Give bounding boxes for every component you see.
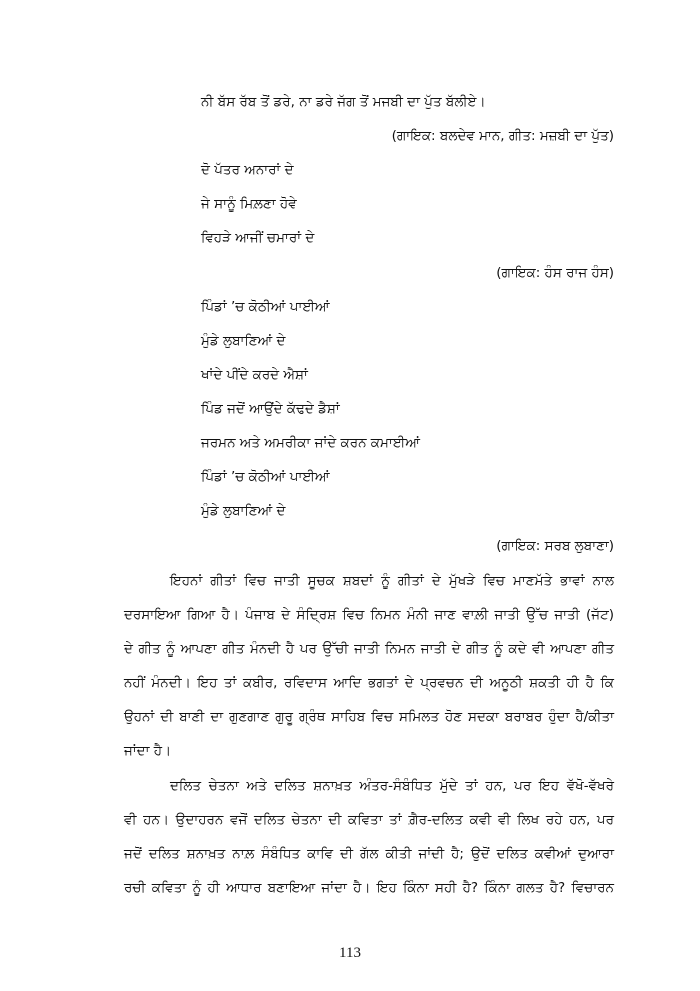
verse-line: ਪਿੰਡਾਂ ’ਚ ਕੋਠੀਆਂ ਪਾਈਆਂ xyxy=(201,469,330,485)
verse-credit: (ਗਾਇਕ: ਹੰਸ ਰਾਜ ਹੰਸ) xyxy=(496,265,614,281)
paragraph-line: ਦਰਸਾਇਆ ਗਿਆ ਹੈ। ਪੰਜਾਬ ਦੇ ਸੰਦ੍ਰਿਸ਼ ਵਿਚ ਨਿਮਨ ਮੰਨੀ ਜਾਣ ਵਾਲ਼ੀ ਜਾਤੀ ਉੱਚ ਜਾਤੀ (ਜੱਟ) xyxy=(124,607,614,623)
paragraph-line: ਰਚੀ ਕਵਿਤਾ ਨੂੰ ਹੀ ਆਧਾਰ ਬਣਾਇਆ ਜਾਂਦਾ ਹੈ। ਇਹ ਕਿੰਨਾ ਸਹੀ ਹੈ? ਕਿੰਨਾ ਗਲਤ ਹੈ? ਵਿਚਾਰਨ xyxy=(124,880,614,896)
page-number: 113 xyxy=(339,945,361,961)
verse-line: ਨੀ ਬੱਸ ਰੱਬ ਤੋਂ ਡਰੇ, ਨਾ ਡਰੇ ਜੱਗ ਤੋਂ ਮਜਬੀ ਦਾ ਪੁੱਤ ਬੱਲੀਏ। xyxy=(201,94,486,110)
paragraph-line: ਵੀ ਹਨ। ਉਦਾਹਰਨ ਵਜੋਂ ਦਲਿਤ ਚੇਤਨਾ ਦੀ ਕਵਿਤਾ ਤਾਂ ਗ਼ੈਰ-ਦਲਿਤ ਕਵੀ ਵੀ ਲਿਖ ਰਹੇ ਹਨ, ਪਰ xyxy=(124,812,614,828)
verse-line: ਪਿੰਡਾਂ ’ਚ ਕੋਠੀਆਂ ਪਾਈਆਂ xyxy=(201,299,330,315)
paragraph-line: ਉਹਨਾਂ ਦੀ ਬਾਣੀ ਦਾ ਗੁਣਗਾਣ ਗੁਰੂ ਗ੍ਰੰਥ ਸਾਹਿਬ ਵਿਚ ਸਮਿਲਤ ਹੋਣ ਸਦਕਾ ਬਰਾਬਰ ਹੁੰਦਾ ਹੈ/ਕੀਤਾ xyxy=(124,709,614,725)
verse-credit: (ਗਾਇਕ: ਸਰਬ ਲੁਬਾਣਾ) xyxy=(496,538,614,554)
verse-line: ਵਿਹੜੇ ਆਜੀਂ ਚਮਾਰਾਂ ਦੇ xyxy=(201,230,315,246)
paragraph-line: ਜਾਂਦਾ ਹੈ। xyxy=(124,743,172,759)
paragraph-line: ਦੇ ਗੀਤ ਨੂੰ ਆਪਣਾ ਗੀਤ ਮੰਨਦੀ ਹੈ ਪਰ ਉੱਚੀ ਜਾਤੀ ਨਿਮਨ ਜਾਤੀ ਦੇ ਗੀਤ ਨੂੰ ਕਦੇ ਵੀ ਆਪਣਾ ਗੀਤ xyxy=(124,641,614,657)
verse-line: ਮੁੰਡੇ ਲੁਬਾਣਿਆਂ ਦੇ xyxy=(201,503,286,519)
verse-line: ਪਿੰਡ ਜਦੋਂ ਆਉਂਦੇ ਕੱਢਦੇ ਡੈਸ਼ਾਂ xyxy=(201,401,340,417)
paragraph-line: ਦਲਿਤ ਚੇਤਨਾ ਅਤੇ ਦਲਿਤ ਸ਼ਨਾਖ਼ਤ ਅੰਤਰ-ਸੰਬੰਧਿਤ ਮੁੱਦੇ ਤਾਂ ਹਨ, ਪਰ ਇਹ ਵੱਖੋ-ਵੱਖਰੇ xyxy=(170,778,614,794)
verse-line: ਖਾਂਦੇ ਪੀਂਦੇ ਕਰਦੇ ਐਸ਼ਾਂ xyxy=(201,367,308,383)
verse-line: ਦੋ ਪੱਤਰ ਅਨਾਰਾਂ ਦੇ xyxy=(201,162,294,178)
paragraph-line: ਨਹੀਂ ਮੰਨਦੀ। ਇਹ ਤਾਂ ਕਬੀਰ, ਰਵਿਦਾਸ ਆਦਿ ਭਗਤਾਂ ਦੇ ਪ੍ਰਵਚਨ ਦੀ ਅਨੂਠੀ ਸ਼ਕਤੀ ਹੀ ਹੈ ਕਿ xyxy=(124,675,614,691)
paragraph-line: ਜਦੋਂ ਦਲਿਤ ਸ਼ਨਾਖ਼ਤ ਨਾਲ਼ ਸੰਬੰਧਿਤ ਕਾਵਿ ਦੀ ਗੱਲ ਕੀਤੀ ਜਾਂਦੀ ਹੈ; ਉਦੋਂ ਦਲਿਤ ਕਵੀਆਂ ਦੁਆਰਾ xyxy=(124,846,614,862)
verse-line: ਜਰਮਨ ਅਤੇ ਅਮਰੀਕਾ ਜਾਂਦੇ ਕਰਨ ਕਮਾਈਆਂ xyxy=(201,435,421,451)
verse-line: ਮੁੰਡੇ ਲੁਬਾਣਿਆਂ ਦੇ xyxy=(201,333,286,349)
verse-line: ਜੇ ਸਾਨੂੰ ਮਿਲ਼ਣਾ ਹੋਵੇ xyxy=(201,196,297,212)
paragraph-line: ਇਹਨਾਂ ਗੀਤਾਂ ਵਿਚ ਜਾਤੀ ਸੂਚਕ ਸ਼ਬਦਾਂ ਨੂੰ ਗੀਤਾਂ ਦੇ ਮੁੱਖੜੇ ਵਿਚ ਮਾਣਮੱਤੇ ਭਾਵਾਂ ਨਾਲ xyxy=(170,573,614,589)
verse-credit: (ਗਾਇਕ: ਬਲਦੇਵ ਮਾਨ, ਗੀਤ: ਮਜ਼ਬੀ ਦਾ ਪੁੱਤ) xyxy=(391,128,614,144)
